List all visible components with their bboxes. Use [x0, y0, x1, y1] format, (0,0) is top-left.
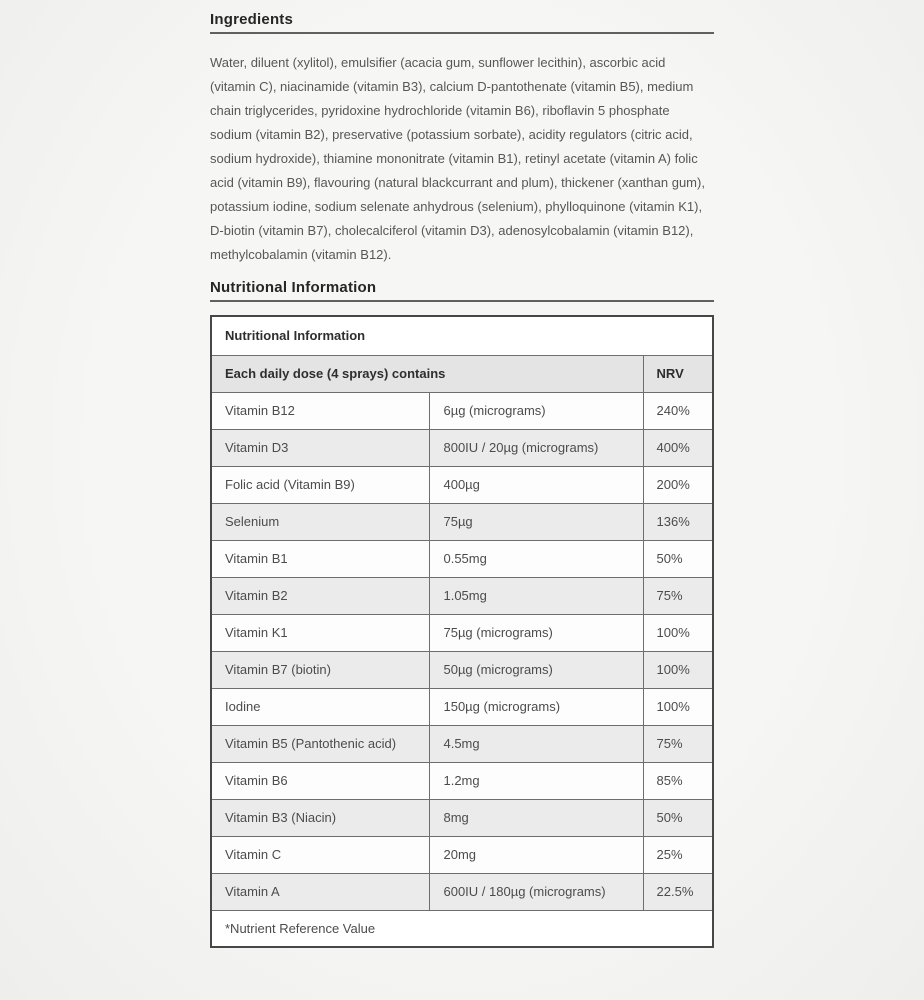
amount-cell: 1.2mg: [430, 762, 643, 799]
amount-cell: 75µg (micrograms): [430, 614, 643, 651]
nutrient-cell: Vitamin B6: [211, 762, 430, 799]
product-info-section: [210, 0, 714, 948]
nrv-cell: 25%: [643, 836, 713, 873]
nutrient-cell: Vitamin B1: [211, 540, 430, 577]
nutrition-table-rows: [211, 392, 713, 910]
table-row: [211, 688, 713, 725]
amount-cell: 4.5mg: [430, 725, 643, 762]
nrv-cell: 200%: [643, 466, 713, 503]
table-row: [211, 651, 713, 688]
table-row: [211, 392, 713, 429]
ingredients-text: Water, diluent (xylitol), emulsifier (acacia gum, sunflower lecithin), ascorbic acid (vitamin C), niacinamide (vitamin B3), calcium D-pantothenate (vitamin B5), medium chain triglycerides, pyridoxine hydrochloride (vitamin B6), riboflavin 5 phosphate sodium (vitamin B2), preservative (potassium sorbate), acidity regulators (citric acid, sodium hydroxide), thiamine mononitrate (vitamin B1), retinyl acetate (vitamin A) folic acid (vitamin B9), flavouring (natural blackcurrant and plum), thickener (xanthan gum), potassium iodine, sodium selenate anhydrous (selenium), phylloquinone (vitamin K1), D-biotin (vitamin B7), cholecalciferol (vitamin D3), adenosylcobalamin (vitamin B12), methylcobalamin (vitamin B12).: [210, 55, 705, 262]
nutrient-cell: Iodine: [211, 688, 430, 725]
nutrition-table: [210, 315, 714, 948]
amount-cell: 20mg: [430, 836, 643, 873]
amount-cell: 75µg: [430, 503, 643, 540]
table-footnote-row: [211, 910, 713, 947]
dose-header-cell: Each daily dose (4 sprays) contains: [211, 355, 643, 392]
table-row: [211, 873, 713, 910]
table-row: [211, 577, 713, 614]
nutrition-heading-wrap: [210, 280, 714, 302]
table-row: [211, 762, 713, 799]
table-row: [211, 503, 713, 540]
nutrient-cell: Vitamin A: [211, 873, 430, 910]
table-row: [211, 614, 713, 651]
nutrient-cell: Vitamin B7 (biotin): [211, 651, 430, 688]
nutrient-cell: Selenium: [211, 503, 430, 540]
amount-cell: 800IU / 20µg (micrograms): [430, 429, 643, 466]
nutrient-cell: Vitamin K1: [211, 614, 430, 651]
table-header-row: [211, 355, 713, 392]
nutrient-cell: Vitamin C: [211, 836, 430, 873]
table-row: [211, 540, 713, 577]
ingredients-heading: Ingredients: [210, 12, 714, 34]
nrv-cell: 100%: [643, 614, 713, 651]
amount-cell: 0.55mg: [430, 540, 643, 577]
amount-cell: 50µg (micrograms): [430, 651, 643, 688]
nrv-cell: 240%: [643, 392, 713, 429]
amount-cell: 6µg (micrograms): [430, 392, 643, 429]
nrv-cell: 75%: [643, 725, 713, 762]
nrv-cell: 136%: [643, 503, 713, 540]
nutrient-cell: Vitamin B12: [211, 392, 430, 429]
nutrient-cell: Vitamin D3: [211, 429, 430, 466]
table-row: [211, 466, 713, 503]
amount-cell: 8mg: [430, 799, 643, 836]
table-row: [211, 429, 713, 466]
amount-cell: 1.05mg: [430, 577, 643, 614]
nrv-header-cell: NRV: [643, 355, 713, 392]
table-row: [211, 725, 713, 762]
nutrient-cell: Vitamin B5 (Pantothenic acid): [211, 725, 430, 762]
table-row: [211, 836, 713, 873]
table-title: Nutritional Information: [211, 316, 713, 355]
nutrient-cell: Vitamin B3 (Niacin): [211, 799, 430, 836]
table-title-row: [211, 316, 713, 355]
nrv-cell: 75%: [643, 577, 713, 614]
nrv-cell: 100%: [643, 688, 713, 725]
nrv-cell: 400%: [643, 429, 713, 466]
footnote-cell: *Nutrient Reference Value: [211, 910, 713, 947]
table-row: [211, 799, 713, 836]
nrv-cell: 100%: [643, 651, 713, 688]
nutrition-heading: Nutritional Information: [210, 280, 714, 302]
nutrient-cell: Vitamin B2: [211, 577, 430, 614]
amount-cell: 400µg: [430, 466, 643, 503]
nrv-cell: 22.5%: [643, 873, 713, 910]
nrv-cell: 50%: [643, 799, 713, 836]
amount-cell: 150µg (micrograms): [430, 688, 643, 725]
nrv-cell: 85%: [643, 762, 713, 799]
amount-cell: 600IU / 180µg (micrograms): [430, 873, 643, 910]
nutrient-cell: Folic acid (Vitamin B9): [211, 466, 430, 503]
nrv-cell: 50%: [643, 540, 713, 577]
